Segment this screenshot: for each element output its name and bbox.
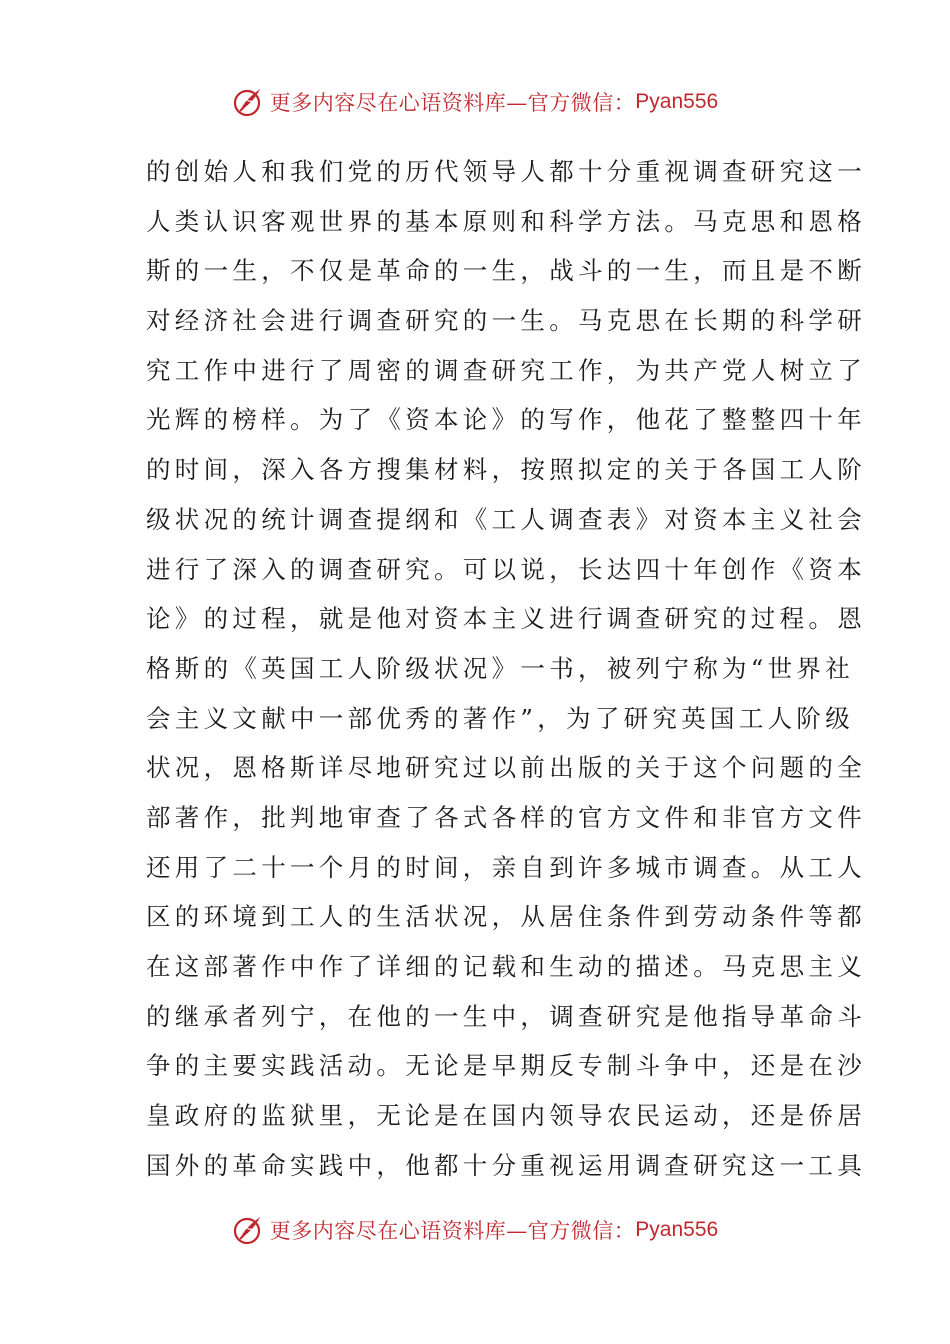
watermark-wechat-id: Pyan556 bbox=[635, 1218, 719, 1241]
text-line: 会主义文献中一部优秀的著作”，为了研究英国工人阶级 bbox=[146, 703, 855, 733]
text-line: 的继承者列宁，在他的一生中，调查研究是他指导革命斗 bbox=[146, 1001, 866, 1031]
text-line: 论》的过程，就是他对资本主义进行调查研究的过程。恩 bbox=[146, 604, 866, 634]
text-line: 进行了深入的调查研究。可以说，长达四十年创作《资本 bbox=[146, 554, 866, 584]
text-line: 争的主要实践活动。无论是早期反专制斗争中，还是在沙 bbox=[146, 1051, 866, 1081]
quill-seal-icon bbox=[232, 1213, 266, 1247]
text-line: 区的环境到工人的生活状况，从居住条件到劳动条件等都 bbox=[146, 902, 866, 932]
text-line: 皇政府的监狱里，无论是在国内领导农民运动，还是侨居 bbox=[146, 1101, 866, 1131]
header-watermark bbox=[0, 82, 950, 122]
footer-watermark bbox=[0, 1210, 950, 1250]
text-line: 还用了二十一个月的时间，亲自到许多城市调查。从工人 bbox=[146, 852, 866, 882]
text-line: 国外的革命实践中，他都十分重视运用调查研究这一工具 bbox=[146, 1150, 866, 1180]
quill-seal-icon bbox=[232, 85, 266, 119]
watermark-text: 更多内容尽在心语资料库—官方微信： bbox=[269, 1219, 636, 1243]
document-body bbox=[146, 147, 866, 1190]
text-line: 的创始人和我们党的历代领导人都十分重视调查研究这一 bbox=[146, 157, 866, 186]
text-line: 部著作，批判地审查了各式各样的官方文件和非官方文件 bbox=[146, 802, 866, 832]
text-line: 光辉的榜样。为了《资本论》的写作，他花了整整四十年 bbox=[146, 405, 866, 435]
watermark-text: 更多内容尽在心语资料库—官方微信： bbox=[269, 91, 636, 115]
text-line: 人类认识客观世界的基本原则和科学方法。马克思和恩格 bbox=[146, 206, 866, 236]
text-line: 在这部著作中作了详细的记载和生动的描述。马克思主义 bbox=[146, 952, 866, 981]
text-line: 斯的一生，不仅是革命的一生，战斗的一生，而且是不断 bbox=[146, 256, 866, 286]
text-line: 对经济社会进行调查研究的一生。马克思在长期的科学研 bbox=[146, 306, 866, 336]
text-line: 状况，恩格斯详尽地研究过以前出版的关于这个问题的全 bbox=[146, 753, 866, 783]
text-line: 级状况的统计调查提纲和《工人调查表》对资本主义社会 bbox=[146, 504, 866, 534]
text-line: 究工作中进行了周密的调查研究工作，为共产党人树立了 bbox=[146, 355, 866, 385]
text-line: 格斯的《英国工人阶级状况》一书，被列宁称为“世界社 bbox=[146, 653, 855, 683]
text-line: 的时间，深入各方搜集材料，按照拟定的关于各国工人阶 bbox=[146, 455, 866, 485]
watermark-wechat-id: Pyan556 bbox=[635, 90, 719, 113]
